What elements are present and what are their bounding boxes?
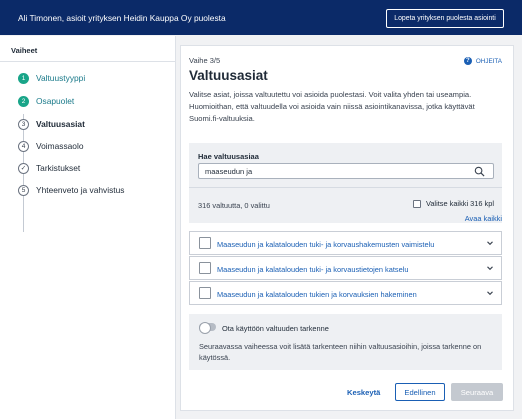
sidebar-divider — [0, 61, 176, 62]
search-input[interactable] — [205, 166, 465, 177]
search-icon[interactable] — [474, 166, 485, 177]
item-label[interactable]: Maaseudun ja kalatalouden tuki- ja korvaustietojen katselu — [217, 265, 409, 274]
step-label: Valtuustyyppi — [36, 73, 86, 83]
item-label[interactable]: Maaseudun ja kalatalouden tuki- ja korvaushakemusten vaimistelu — [217, 240, 435, 249]
step-number-badge: 1 — [18, 73, 29, 84]
acting-as-text: Ali Timonen, asioit yrityksen Heidin Kauppa Oy puolesta — [18, 13, 226, 23]
step-yhteenveto — [18, 184, 124, 196]
select-all-label: Valitse kaikki 316 kpl — [425, 199, 494, 208]
cancel-button[interactable]: Keskeytä — [347, 388, 381, 397]
step-osapuolet[interactable] — [18, 95, 74, 107]
refinement-description: Seuraavassa vaiheessa voit lisätä tarkenteen niihin valtuusasioihin, joissa tarkenne on käytössä. — [199, 342, 482, 362]
previous-button[interactable]: Edellinen — [395, 383, 445, 401]
chevron-down-icon[interactable] — [486, 239, 494, 247]
search-panel — [189, 143, 502, 223]
step-label: Voimassaolo — [36, 141, 84, 151]
toggle-label: Ota käyttöön valtuuden tarkenne — [222, 324, 329, 333]
item-checkbox[interactable] — [199, 262, 211, 274]
step-number-badge: 3 — [18, 119, 29, 130]
chevron-down-icon[interactable] — [486, 264, 494, 272]
step-label: Yhteenveto ja vahvistus — [36, 185, 125, 195]
item-checkbox[interactable] — [199, 287, 211, 299]
step-number-badge: 4 — [18, 141, 29, 152]
step-number-badge: 2 — [18, 96, 29, 107]
step-indicator: Vaihe 3/5 — [189, 56, 221, 65]
refinement-toggle[interactable] — [199, 323, 216, 331]
help-link[interactable] — [464, 57, 502, 65]
steps-sidebar — [0, 36, 176, 419]
list-item[interactable] — [189, 256, 502, 280]
chevron-down-icon[interactable] — [486, 289, 494, 297]
list-item[interactable] — [189, 231, 502, 255]
search-field[interactable] — [198, 163, 494, 179]
list-item[interactable] — [189, 281, 502, 305]
page-title: Valtuusasiat — [189, 68, 268, 83]
step-number-badge: 5 — [18, 185, 29, 196]
help-label: OHJEITA — [475, 57, 502, 65]
help-icon: ? — [464, 57, 472, 65]
page-description: Valitse asiat, joissa valtuutettu voi asioida puolestasi. Voit valita yhden tai useampia. Huomioithan, että valtuudella voi asioida vain niissä asiointikanavissa, jotka käyttävät Suomi.fi-valtuuksia. — [189, 90, 475, 123]
step-voimassaolo — [18, 140, 84, 152]
refinement-panel — [189, 314, 502, 370]
step-valtuustyyppi[interactable] — [18, 72, 85, 84]
result-count: 316 valtuutta, 0 valittu — [198, 201, 270, 210]
sidebar-title: Vaiheet — [11, 46, 38, 55]
next-button[interactable]: Seuraava — [451, 383, 503, 401]
checkbox-icon — [413, 200, 421, 208]
step-tarkistukset — [18, 162, 80, 174]
main-panel — [180, 45, 514, 411]
step-valtuusasiat — [18, 118, 85, 130]
check-icon: ✓ — [18, 163, 29, 174]
item-checkbox[interactable] — [199, 237, 211, 249]
stop-acting-button[interactable]: Lopeta yrityksen puolesta asiointi — [386, 9, 504, 28]
search-divider — [189, 187, 502, 188]
step-label: Osapuolet — [36, 96, 75, 106]
expand-all-link[interactable]: Avaa kaikki — [464, 214, 502, 223]
search-label: Hae valtuusasiaa — [198, 152, 259, 161]
item-label[interactable]: Maaseudun ja kalatalouden tukien ja korvauksien hakeminen — [217, 290, 417, 299]
step-label: Tarkistukset — [36, 163, 81, 173]
select-all-checkbox[interactable] — [413, 199, 494, 208]
step-label: Valtuusasiat — [36, 119, 85, 129]
top-bar — [0, 0, 522, 35]
